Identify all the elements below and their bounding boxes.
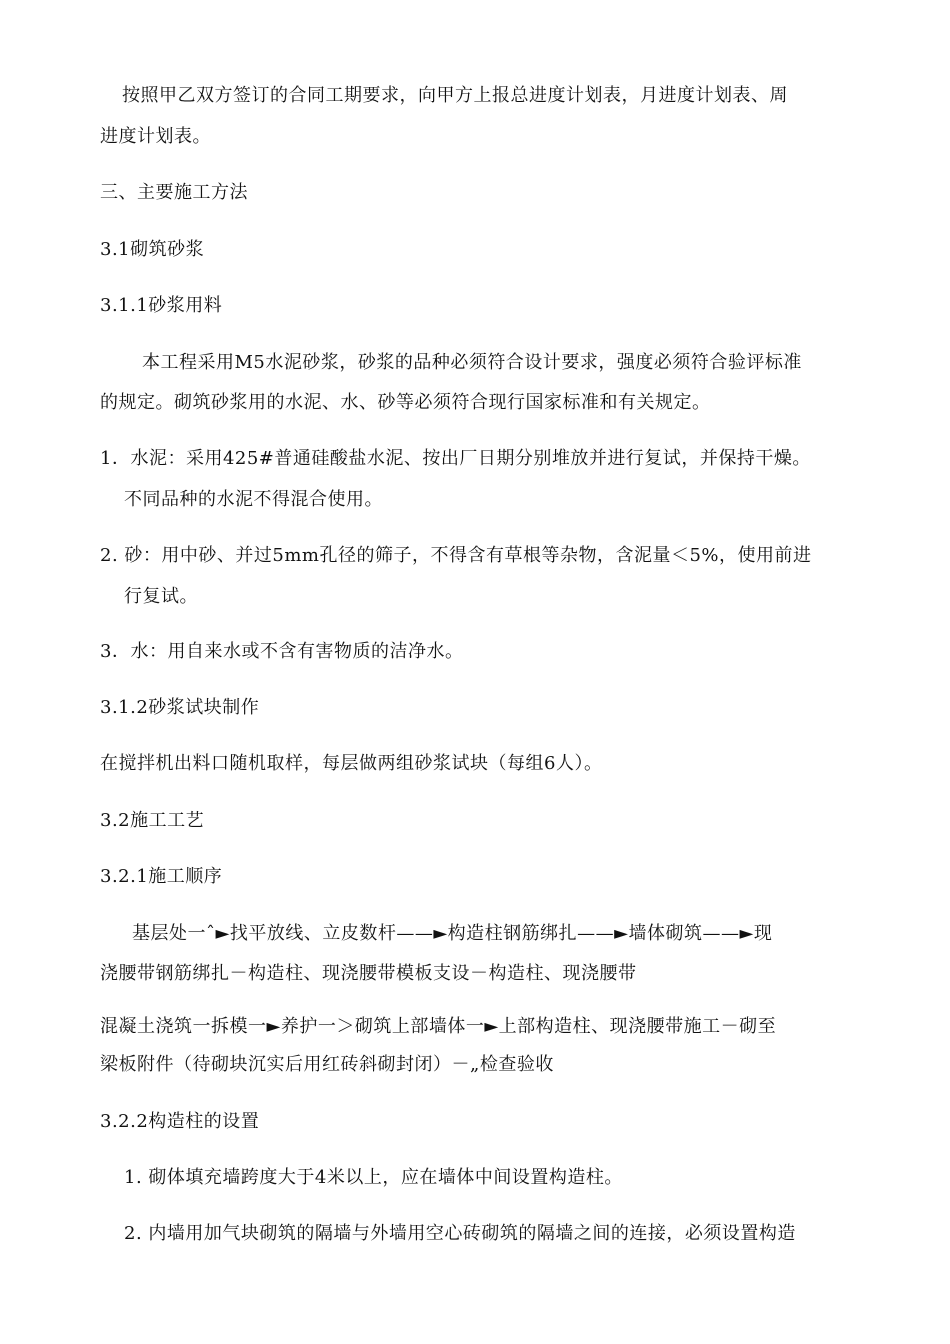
- subsection-heading: 3.1砌筑砂浆: [100, 239, 205, 260]
- paragraph-line: 按照甲乙双方签订的合同工期要求，向甲方上报总进度计划表，月进度计划表、周: [122, 85, 788, 106]
- subsection-heading: 3.2.1施工顺序: [100, 866, 223, 887]
- subsection-heading: 3.2.2构造柱的设置: [100, 1111, 260, 1132]
- list-item: 2. 内墙用加气块砌筑的隔墙与外墙用空心砖砌筑的隔墙之间的连接，必须设置构造: [124, 1223, 796, 1244]
- subsection-heading: 3.1.2砂浆试块制作: [100, 697, 260, 718]
- paragraph-line: 本工程采用M5水泥砂浆，砂浆的品种必须符合设计要求，强度必须符合验评标准: [142, 352, 802, 373]
- list-item: 3．水：用自来水或不含有害物质的洁净水。: [100, 641, 464, 662]
- subsection-heading: 3.1.1砂浆用料: [100, 295, 223, 316]
- paragraph-line: 进度计划表。: [100, 126, 211, 147]
- paragraph-line: 梁板附件（待砌块沉实后用红砖斜砌封闭）－„检查验收: [100, 1054, 554, 1075]
- paragraph-line: 浇腰带钢筋绑扎－构造柱、现浇腰带模板支设－构造柱、现浇腰带: [100, 963, 637, 984]
- section-heading: 三、主要施工方法: [100, 182, 248, 203]
- paragraph-line: 基层处一ˆ►找平放线、立皮数杆——►构造柱钢筋绑扎——►墙体砌筑——►现: [132, 923, 773, 944]
- list-item-continuation: 行复试。: [124, 586, 198, 607]
- paragraph-line: 的规定。砌筑砂浆用的水泥、水、砂等必须符合现行国家标准和有关规定。: [100, 392, 711, 413]
- subsection-heading: 3.2施工工艺: [100, 810, 205, 831]
- list-item: 1．水泥：采用425#普通硅酸盐水泥、按出厂日期分别堆放并进行复试，并保持干燥。: [100, 448, 811, 469]
- paragraph-line: 混凝土浇筑一拆模一►养护一＞砌筑上部墙体一►上部构造柱、现浇腰带施工－砌至: [100, 1016, 777, 1037]
- list-item: 1. 砌体填充墙跨度大于4米以上，应在墙体中间设置构造柱。: [124, 1167, 623, 1188]
- paragraph-line: 在搅拌机出料口随机取样，每层做两组砂浆试块（每组6人）。: [100, 753, 603, 774]
- list-item-continuation: 不同品种的水泥不得混合使用。: [124, 489, 383, 510]
- list-item: 2. 砂：用中砂、并过5mm孔径的筛子，不得含有草根等杂物，含泥量＜5%，使用前进: [100, 545, 812, 566]
